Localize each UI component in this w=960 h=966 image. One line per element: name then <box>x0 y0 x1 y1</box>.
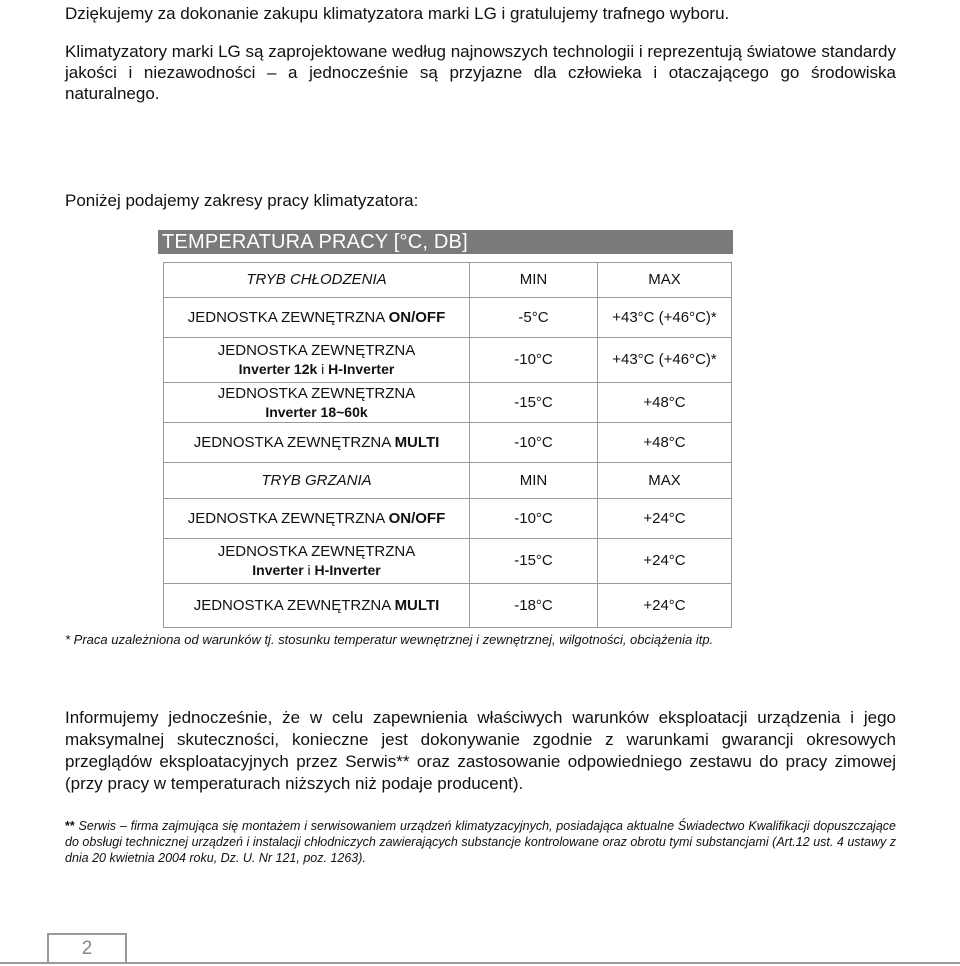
cooling-max-header: MAX <box>598 263 732 298</box>
unit-cell: JEDNOSTKA ZEWNĘTRZNA MULTI <box>164 423 470 463</box>
heating-mode-label: TRYB GRZANIA <box>164 463 470 499</box>
max-cell: +48°C <box>598 423 732 463</box>
min-cell: -10°C <box>470 423 598 463</box>
max-cell: +48°C <box>598 383 732 423</box>
cooling-mode-label: TRYB CHŁODZENIA <box>164 263 470 298</box>
cooling-min-header: MIN <box>470 263 598 298</box>
unit-cell: JEDNOSTKA ZEWNĘTRZNA Inverter 18~60k <box>164 383 470 423</box>
min-cell: -5°C <box>470 298 598 338</box>
service-footnote <box>65 818 896 866</box>
heating-max-header: MAX <box>598 463 732 499</box>
table-row <box>164 539 732 584</box>
footer-rule <box>0 962 960 964</box>
max-cell: +24°C <box>598 499 732 539</box>
min-cell: -15°C <box>470 539 598 584</box>
ranges-intro-paragraph: Poniżej podajemy zakresy pracy klimatyzatora: <box>65 191 419 210</box>
max-cell: +24°C <box>598 539 732 584</box>
max-cell: +43°C (+46°C)* <box>598 298 732 338</box>
page-number: 2 <box>47 933 127 963</box>
operating-temperature-table <box>163 262 732 628</box>
intro-paragraph: Klimatyzatory marki LG są zaprojektowane według najnowszych technologii i reprezentują światowe standardy jakości i niezawodności – a jednocześnie są przyjazne dla człowieka i otaczającego go środowiska naturalnego. <box>65 42 896 103</box>
footnote-text: Serwis – firma zajmująca się montażem i serwisowaniem urządzeń klimatyzacyjnych, posiadająca aktualne Świadectwo Kwalifikacji dopuszczające do obsługi technicznej urządzeń i instalacji chłodniczych zawierających substancje kontrolowane oraz obrotu tymi substancjami (Art.12 ust. 4 ustawy z dnia 20 kwietnia 2004 roku, Dz. U. Nr 121, poz. 1263). <box>65 819 896 865</box>
table-row <box>164 338 732 383</box>
table-row <box>164 499 732 539</box>
thanks-paragraph: Dziękujemy za dokonanie zakupu klimatyzatora marki LG i gratulujemy trafnego wyboru. <box>65 4 730 23</box>
cooling-header-row <box>164 263 732 298</box>
min-cell: -18°C <box>470 584 598 628</box>
table-row <box>164 423 732 463</box>
table-row <box>164 298 732 338</box>
min-cell: -10°C <box>470 338 598 383</box>
table-row <box>164 383 732 423</box>
max-cell: +43°C (+46°C)* <box>598 338 732 383</box>
min-cell: -10°C <box>470 499 598 539</box>
service-info-paragraph: Informujemy jednocześnie, że w celu zapewnienia właściwych warunków eksploatacji urządzenia i jego maksymalnej skuteczności, konieczne jest dokonywanie zgodnie z warunkami gwarancji okresowych przeglądów eksploatacyjnych przez Serwis** oraz zastosowanie odpowiedniego zestawu do pracy zimowej (przy pracy w temperaturach niższych niż podaje producent). <box>65 708 896 793</box>
unit-cell: JEDNOSTKA ZEWNĘTRZNA ON/OFF <box>164 499 470 539</box>
conditions-footnote: * Praca uzależniona od warunków tj. stosunku temperatur wewnętrznej i zewnętrznej, wilgotności, obciążenia itp. <box>65 632 714 647</box>
footnote-mark: ** <box>65 819 75 833</box>
unit-cell: JEDNOSTKA ZEWNĘTRZNA Inverter 12k i H-Inverter <box>164 338 470 383</box>
max-cell: +24°C <box>598 584 732 628</box>
table-row <box>164 584 732 628</box>
min-cell: -15°C <box>470 383 598 423</box>
heating-min-header: MIN <box>470 463 598 499</box>
heating-header-row <box>164 463 732 499</box>
unit-cell: JEDNOSTKA ZEWNĘTRZNA MULTI <box>164 584 470 628</box>
unit-cell: JEDNOSTKA ZEWNĘTRZNA Inverter i H-Inverter <box>164 539 470 584</box>
unit-cell: JEDNOSTKA ZEWNĘTRZNA ON/OFF <box>164 298 470 338</box>
table-title: TEMPERATURA PRACY [°C, DB] <box>158 230 733 254</box>
